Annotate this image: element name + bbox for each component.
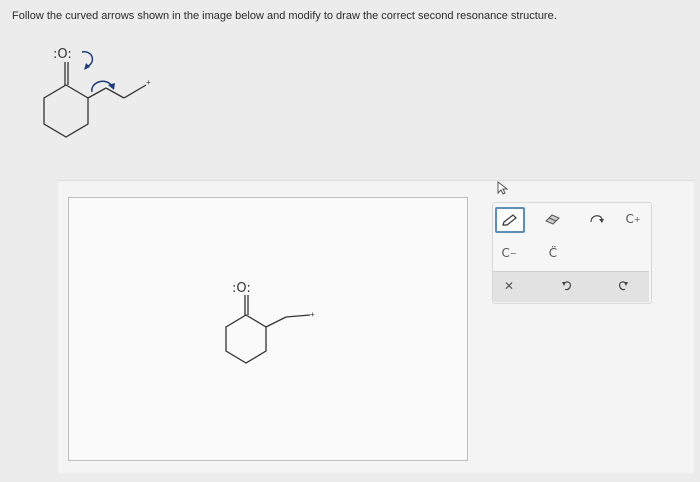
arrow-tool[interactable] (583, 207, 611, 231)
canvas-oxygen-label: :O: (232, 281, 251, 296)
anion-sup: − (509, 248, 517, 258)
delete-label: ✕ (503, 279, 515, 293)
undo-tool[interactable] (553, 274, 581, 298)
instruction-text: Follow the curved arrows shown in the image below and modify to draw the correct second resonance structure. (12, 10, 557, 22)
lone-pair-label: C̈ (548, 246, 558, 260)
anion-label: C (501, 246, 510, 260)
cation-sup: + (633, 214, 641, 224)
anion-tool[interactable] (495, 241, 523, 265)
redo-icon (616, 279, 630, 293)
eraser-tool[interactable] (539, 207, 567, 231)
reference-molecule (40, 30, 170, 160)
cation-tool[interactable] (619, 207, 647, 231)
curved-arrow-icon (588, 212, 606, 226)
cursor-icon (497, 181, 509, 195)
undo-icon (560, 279, 574, 293)
redo-tool[interactable] (609, 274, 637, 298)
tool-palette (492, 202, 652, 304)
eraser-icon (544, 212, 562, 226)
delete-tool[interactable] (495, 274, 523, 298)
pencil-tool[interactable] (495, 207, 525, 233)
reference-oxygen-label: :O: (53, 47, 72, 62)
cation-label: C (625, 212, 634, 226)
pencil-icon (501, 213, 519, 227)
lone-pair-tool[interactable] (539, 241, 567, 265)
canvas-plus-charge: + (310, 310, 315, 319)
canvas-molecule[interactable] (218, 265, 328, 380)
reference-plus-charge: + (146, 78, 151, 87)
